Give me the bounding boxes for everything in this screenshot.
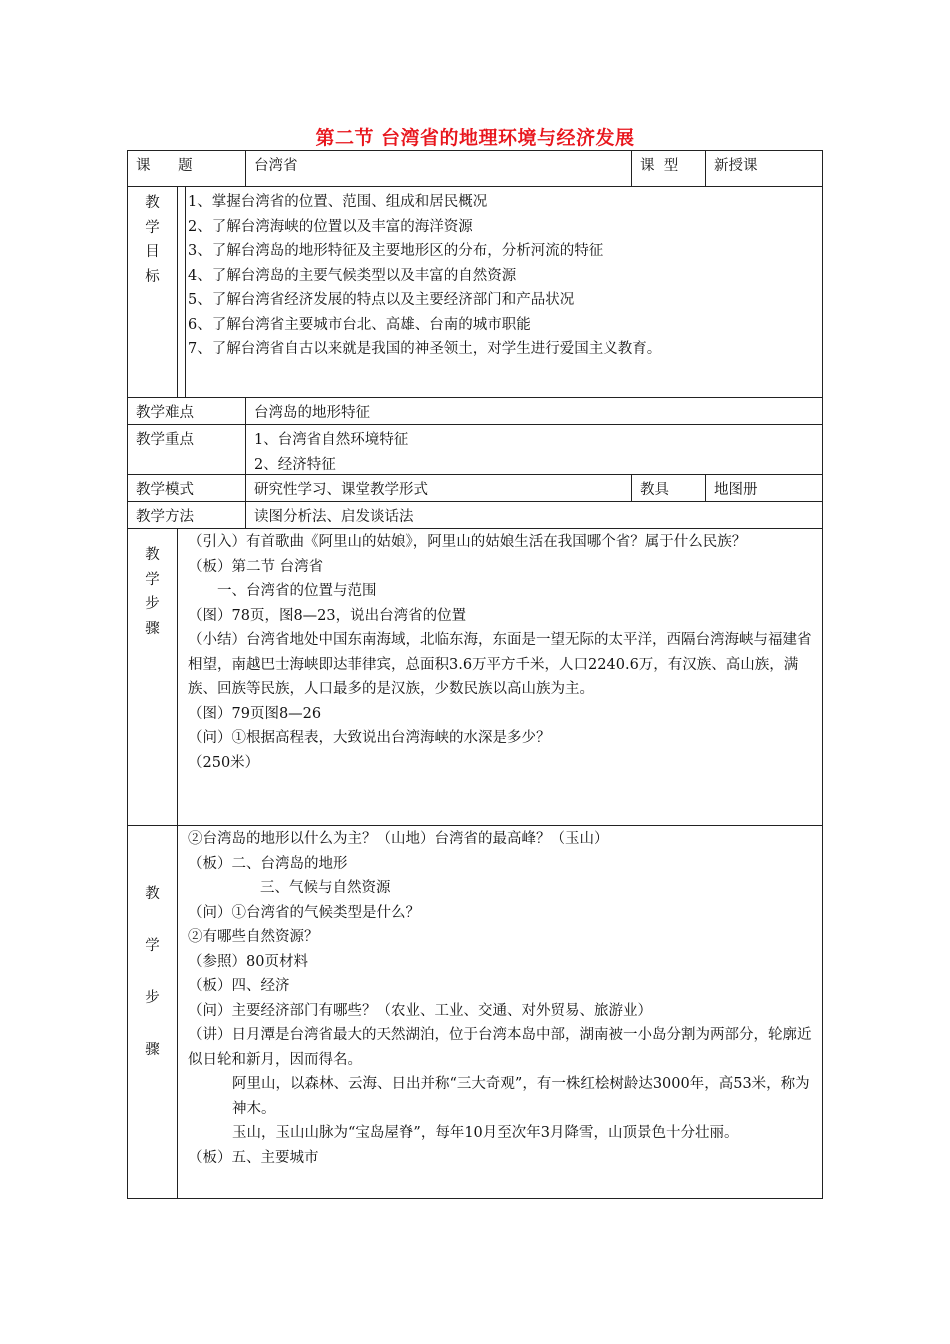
step-line: （图）79页图8—26 <box>188 705 322 722</box>
ke-ti-value: 台湾省 <box>245 150 632 187</box>
objective-item: 6、了解台湾省主要城市台北、高雄、台南的城市职能 <box>188 316 531 333</box>
steps2-label-char: 学 <box>145 938 160 954</box>
step-line: （250米） <box>188 754 260 771</box>
step-line: ②台湾岛的地形以什么为主？（山地）台湾省的最高峰？（玉山） <box>188 831 609 847</box>
step-line: （问）①根据高程表，大致说出台湾海峡的水深是多少？ <box>188 730 551 746</box>
steps2-content <box>177 825 823 1199</box>
ke-xing-value: 新授课 <box>705 150 823 187</box>
objectives-label-char: 学 <box>145 219 160 236</box>
step-line: （引入）有首歌曲《阿里山的姑娘》，阿里山的姑娘生活在我国哪个省？属于什么民族？ <box>188 534 747 550</box>
steps1-label <box>127 528 178 826</box>
objective-item: 1、掌握台湾省的位置、范围、组成和居民概况 <box>188 194 488 210</box>
objective-item: 3、了解台湾岛的地形特征及主要地形区的分布，分析河流的特征 <box>188 243 604 259</box>
objective-item: 7、了解台湾省自古以来就是我国的神圣领土，对学生进行爱国主义教育。 <box>188 341 662 357</box>
mode-value: 研究性学习、课堂教学形式 <box>245 474 632 502</box>
step-line: 一、台湾省的位置与范围 <box>217 583 377 599</box>
steps2-label <box>127 825 178 1199</box>
step-line: （板）四、经济 <box>188 978 290 994</box>
key-points-list <box>245 424 823 475</box>
method-value: 读图分析法、启发谈话法 <box>245 501 823 529</box>
method-label: 教学方法 <box>127 501 246 529</box>
ke-xing-label: 课 型 <box>631 150 706 187</box>
steps2-label-char: 步 <box>145 990 160 1006</box>
mode-label: 教学模式 <box>127 474 246 502</box>
step-line: 三、气候与自然资源 <box>260 880 391 896</box>
tools-value: 地图册 <box>705 474 823 502</box>
step-line: （板）五、主要城市 <box>188 1149 319 1166</box>
objectives-list <box>177 186 823 398</box>
steps1-content <box>177 528 823 826</box>
tools-label: 教具 <box>631 474 706 502</box>
step-line: （图）78页，图8—23，说出台湾省的位置 <box>188 607 467 624</box>
ke-ti-label: 课 题 <box>127 150 246 187</box>
objective-item: 4、了解台湾岛的主要气候类型以及丰富的自然资源 <box>188 267 517 284</box>
step-line: （问）主要经济部门有哪些？（农业、工业、交通、对外贸易、旅游业） <box>188 1002 652 1019</box>
key-points-label: 教学重点 <box>127 424 246 475</box>
step-line: 阿里山，以森林、云海、日出并称“三大奇观”，有一株红桧树龄达3000年，高53米，称为神木。 <box>232 1076 810 1117</box>
objective-item: 5、了解台湾省经济发展的特点以及主要经济部门和产品状况 <box>188 292 575 308</box>
step-line: （板）二、台湾岛的地形 <box>188 855 348 872</box>
steps1-label-char: 学 <box>145 571 160 588</box>
step-line: ②有哪些自然资源？ <box>188 929 319 945</box>
page-title: 第二节 台湾省的地理环境与经济发展 <box>315 127 635 149</box>
steps2-label-char: 骤 <box>145 1042 160 1058</box>
step-line: （问）①台湾省的气候类型是什么？ <box>188 904 420 921</box>
key-point-item: 1、台湾省自然环境特征 <box>254 432 409 448</box>
objectives-label-char: 标 <box>145 268 160 285</box>
difficulty-label: 教学难点 <box>127 397 246 425</box>
steps1-label-char: 教 <box>145 547 160 563</box>
objective-item: 2、了解台湾海峡的位置以及丰富的海洋资源 <box>188 218 473 235</box>
difficulty-value: 台湾岛的地形特征 <box>245 397 823 425</box>
steps1-label-char: 骤 <box>145 620 160 637</box>
step-line: （板）第二节 台湾省 <box>188 558 324 575</box>
step-line: 玉山，玉山山脉为“宝岛屋脊”，每年10月至次年3月降雪，山顶景色十分壮丽。 <box>232 1125 739 1141</box>
objectives-label <box>127 186 178 398</box>
step-line: （参照）80页材料 <box>188 953 308 970</box>
step-line: （讲）日月潭是台湾省最大的天然湖泊，位于台湾本岛中部，湖南被一小岛分割为两部分，轮廓近似日轮和新月，因而得名。 <box>188 1027 812 1068</box>
step-line: （小结）台湾省地处中国东南海域，北临东海，东面是一望无际的太平洋，西隔台湾海峡与福建省相望，南越巴士海峡即达菲律宾，总面积3.6万平方千米，人口2240.6万，有汉族、高山族，满族、回族等民族，人口最多的是汉族，少数民族以高山族为主。 <box>188 632 812 697</box>
objectives-label-char: 目 <box>145 244 160 260</box>
objectives-label-char: 教 <box>145 195 160 211</box>
steps1-label-char: 步 <box>145 596 160 612</box>
objectives-inner-divider <box>185 186 186 398</box>
steps2-label-char: 教 <box>145 886 160 902</box>
key-point-item: 2、经济特征 <box>254 456 336 473</box>
